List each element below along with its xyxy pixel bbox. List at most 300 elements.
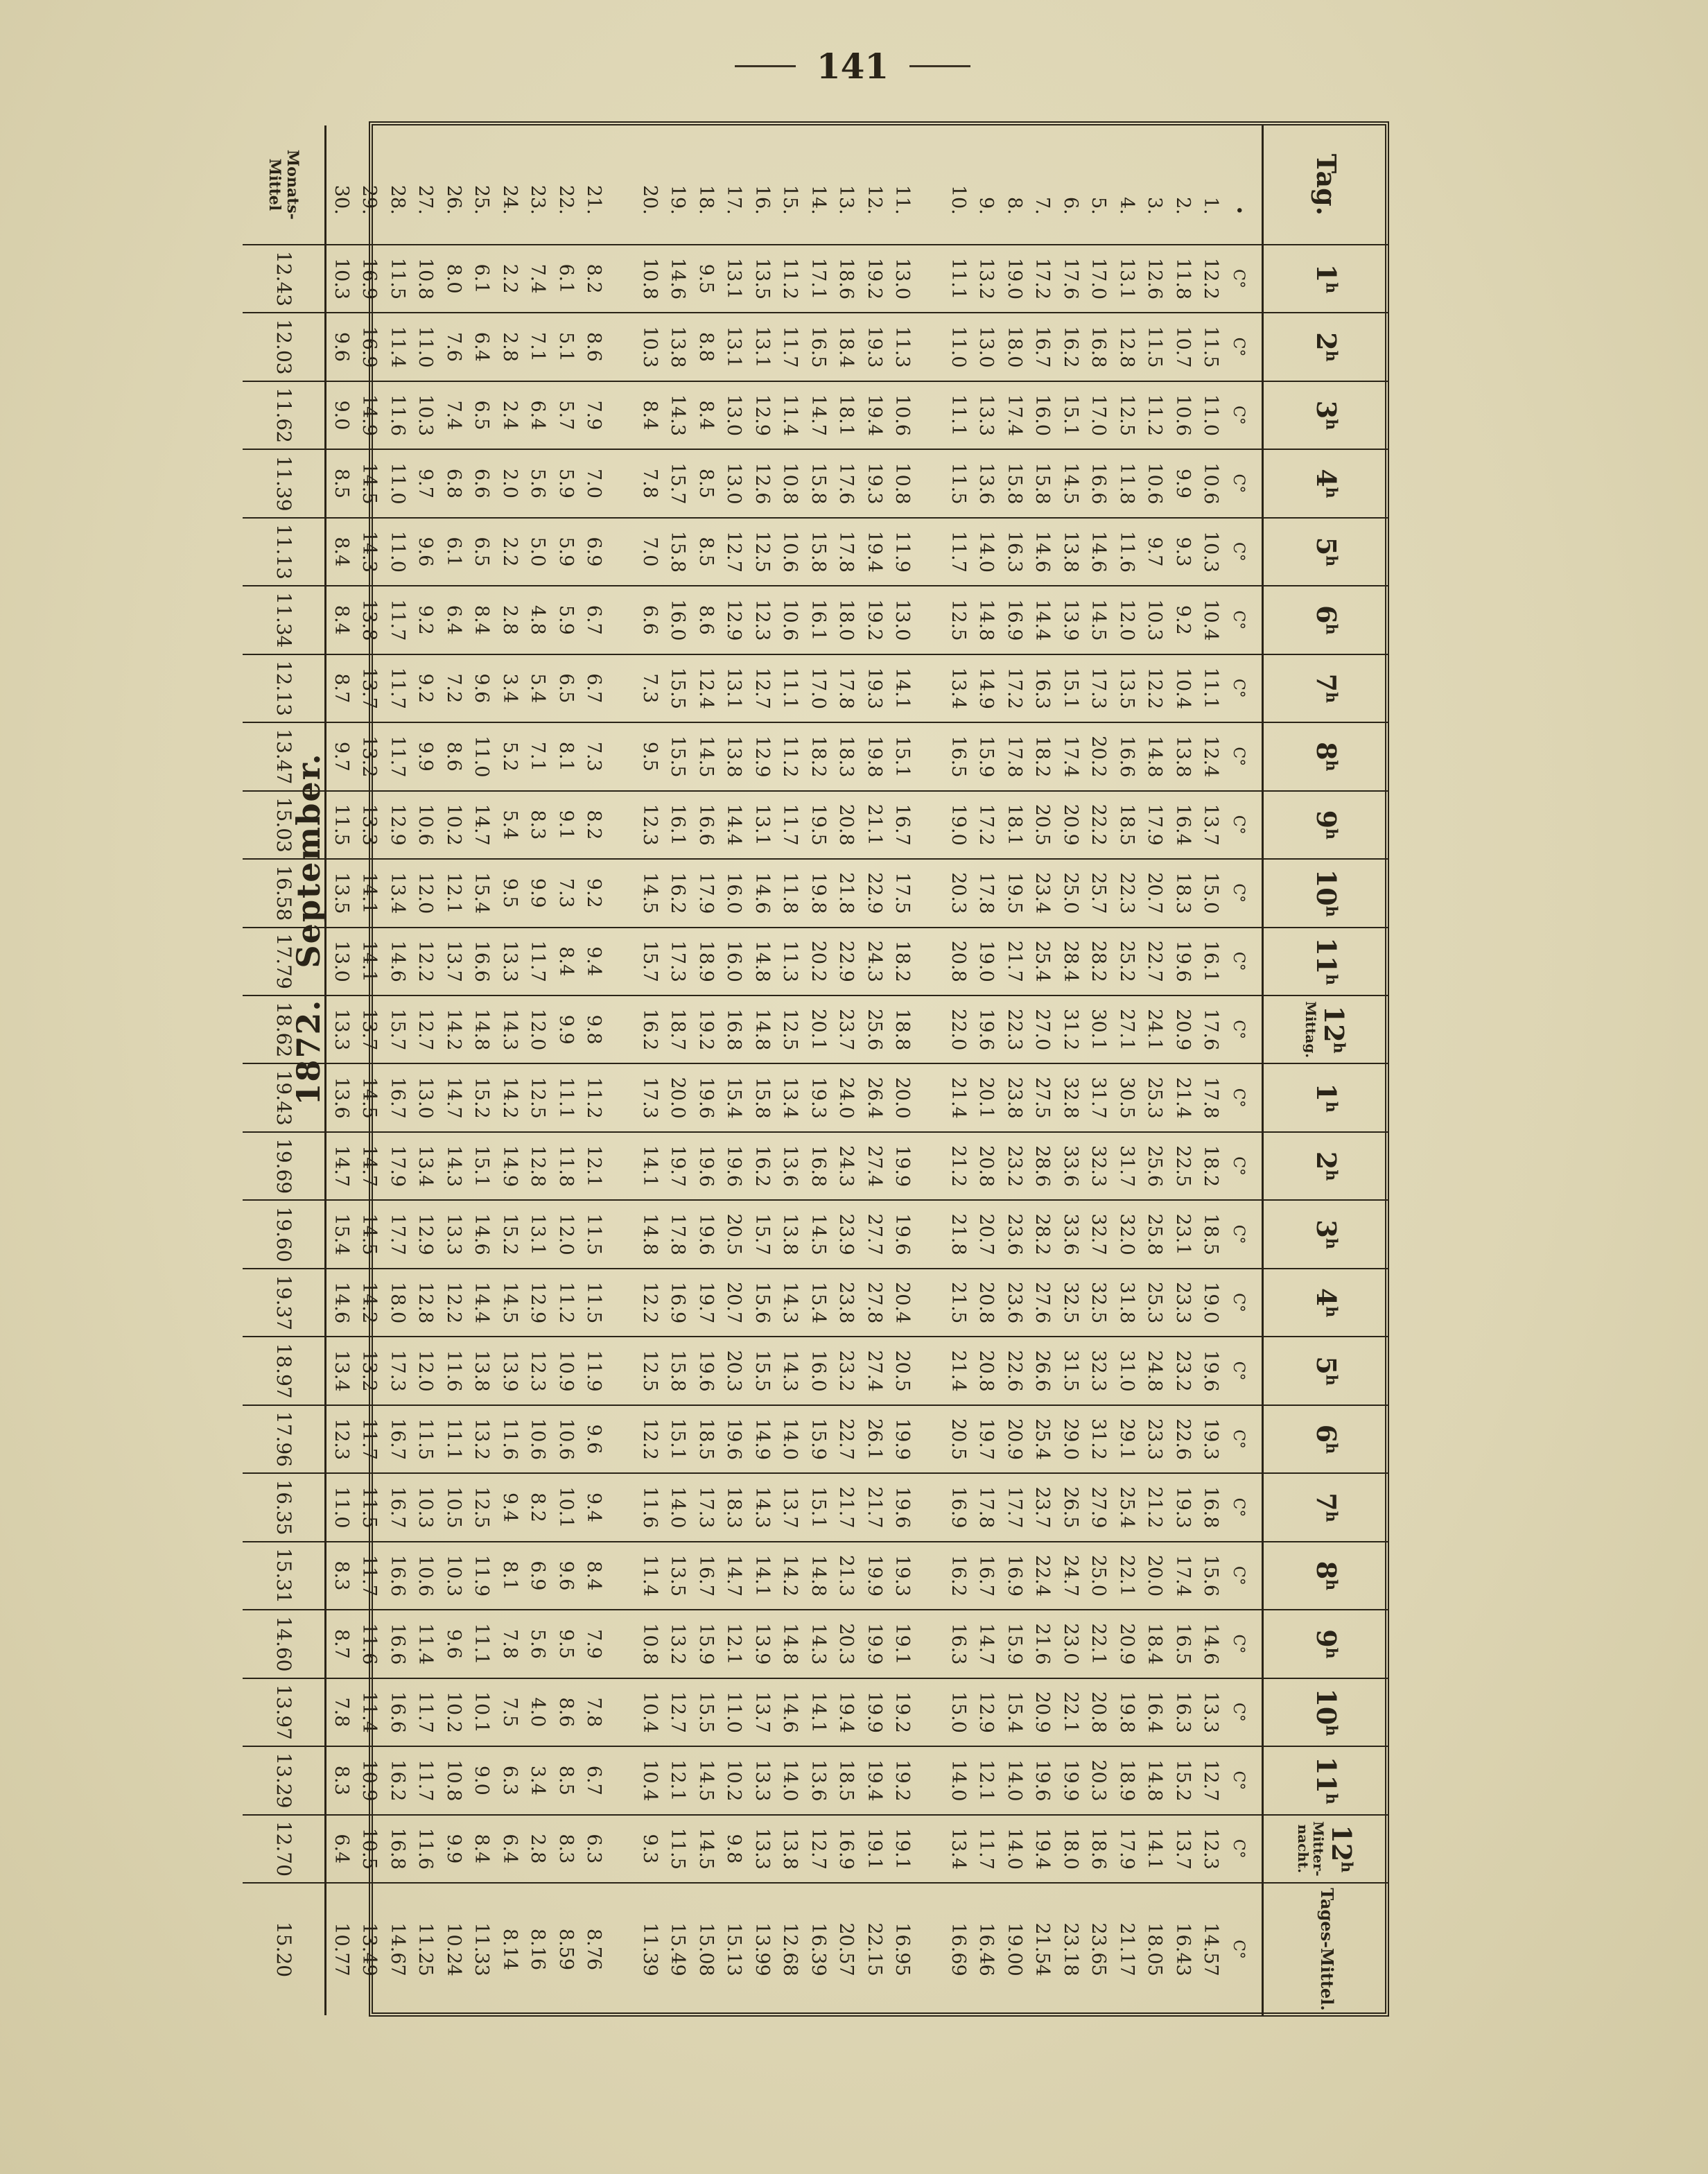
temperature-value: 14.5: [1088, 599, 1110, 641]
temperature-value: 15.7: [387, 1009, 408, 1051]
hour-column-values: [326, 449, 1263, 517]
monthly-mean-value: 18.62: [243, 995, 326, 1063]
temperature-value: 13.3: [751, 1827, 773, 1870]
temperature-value: 11.8: [1116, 462, 1138, 505]
temperature-value: 18.6: [835, 257, 857, 300]
temperature-value: 13.2: [667, 1623, 689, 1665]
temperature-value: 19.6: [695, 1350, 717, 1392]
hour-suffix: h: [1322, 1101, 1341, 1113]
temperature-value: 11.0: [948, 326, 969, 368]
temperature-value: 11.6: [358, 1623, 381, 1665]
temperature-value: 12.5: [751, 530, 773, 573]
day-label: 30.: [331, 184, 352, 215]
temperature-value: 22.6: [1004, 1350, 1025, 1392]
temperature-value: 10.3: [1144, 599, 1166, 641]
temperature-value: 9.6: [415, 537, 437, 567]
hour-column-values: [326, 1610, 1263, 1678]
temperature-value: 7.8: [499, 1628, 521, 1659]
temperature-value: 8.4: [555, 946, 577, 977]
temperature-value: 15.08: [695, 1922, 717, 1976]
temperature-value: 18.1: [1004, 803, 1025, 846]
temperature-value: 13.1: [723, 667, 745, 709]
temperature-value: 11.0: [387, 462, 408, 505]
temperature-value: 10.5: [358, 1827, 381, 1870]
temperature-value: 12.9: [527, 1282, 549, 1324]
temperature-value: 10.24: [443, 1922, 464, 1976]
temperature-value: 15.4: [1004, 1691, 1025, 1733]
header-row: [1263, 125, 1389, 2015]
monthly-mean-value: 13.29: [243, 1746, 326, 1814]
temperature-value: 8.5: [695, 468, 717, 498]
temperature-value: 16.3: [1004, 530, 1025, 573]
column-header-hour: [1263, 381, 1389, 449]
temperature-value: 12.1: [583, 1145, 605, 1188]
temperature-value: 15.9: [695, 1623, 717, 1665]
temperature-value: 11.3: [779, 940, 801, 982]
temperature-value: 14.6: [1088, 530, 1110, 573]
temperature-value: 16.3: [1172, 1691, 1194, 1733]
temperature-value: 15.1: [1060, 667, 1081, 709]
temperature-value: 15.1: [1060, 394, 1081, 437]
temperature-value: 23.7: [835, 1009, 857, 1051]
temperature-value: 25.3: [1144, 1077, 1166, 1119]
temperature-value: 14.5: [808, 1213, 829, 1255]
temperature-value: 12.9: [415, 1213, 437, 1255]
temperature-value: 6.5: [471, 400, 493, 431]
temperature-value: 11.39: [639, 1922, 661, 1976]
temperature-value: 11.4: [415, 1623, 437, 1665]
hour-suffix: h: [1337, 1861, 1356, 1873]
temperature-value: 13.0: [891, 599, 914, 641]
temperature-value: 31.5: [1060, 1350, 1081, 1392]
temperature-value: 11.1: [1200, 667, 1222, 709]
temperature-value: 11.0: [1200, 394, 1222, 437]
temperature-value: 20.8: [975, 1145, 997, 1188]
day-label: 23.: [527, 184, 549, 215]
temperature-value: 15.5: [751, 1350, 773, 1392]
temperature-value: 32.5: [1088, 1282, 1110, 1324]
temperature-value: 9.9: [443, 1834, 464, 1864]
temperature-value: 16.5: [1172, 1623, 1194, 1665]
temperature-value: 13.2: [471, 1418, 493, 1461]
column-header-hour: [1263, 1815, 1389, 1883]
day-label: 20.: [639, 184, 661, 215]
value-list: [327, 313, 1253, 380]
temperature-value: 19.5: [808, 803, 829, 846]
day-column: [326, 125, 1263, 245]
column-header-hour: [1263, 313, 1389, 381]
temperature-value: 12.5: [1116, 394, 1138, 437]
column-header-tag: Tag.: [1263, 125, 1389, 245]
temperature-value: 10.8: [891, 462, 914, 505]
temperature-value: 13.8: [1172, 736, 1194, 778]
temperature-value: 24.1: [1144, 1009, 1166, 1051]
temperature-value: 17.0: [1088, 394, 1110, 437]
temperature-value: 15.5: [667, 736, 689, 778]
temperature-value: 11.7: [415, 1691, 437, 1733]
temperature-value: 20.8: [975, 1282, 997, 1324]
temperature-value: 14.4: [723, 803, 745, 846]
temperature-value: 8.14: [499, 1928, 521, 1971]
temperature-value: 11.7: [415, 1759, 437, 1802]
day-label: 11.: [891, 184, 914, 215]
temperature-value: 15.5: [667, 667, 689, 709]
temperature-value: 29.0: [1060, 1418, 1081, 1461]
temperature-value: 15.9: [808, 1418, 829, 1461]
temperature-value: 14.5: [358, 1213, 381, 1255]
temperature-value: 11.7: [387, 736, 408, 778]
temperature-value: 17.5: [891, 872, 914, 914]
temperature-value: 12.2: [639, 1282, 661, 1324]
temperature-value: 27.4: [864, 1350, 885, 1392]
temperature-value: 26.1: [864, 1418, 885, 1461]
temperature-value: 13.8: [1060, 530, 1081, 573]
temperature-value: 21.54: [1031, 1922, 1054, 1976]
temperature-value: 10.9: [555, 1350, 577, 1392]
temperature-value: 14.8: [808, 1554, 829, 1597]
temperature-value: 13.7: [443, 940, 464, 982]
hour-suffix: h: [1322, 1443, 1341, 1454]
temperature-value: 5.6: [527, 1628, 549, 1659]
temperature-value: 16.8: [808, 1145, 829, 1188]
temperature-value: 6.7: [583, 1765, 605, 1795]
temperature-value: 7.5: [499, 1697, 521, 1728]
temperature-value: 19.0: [948, 803, 969, 846]
temperature-value: 20.5: [948, 1418, 969, 1461]
temperature-value: 14.7: [443, 1077, 464, 1119]
temperature-value: 23.18: [1060, 1922, 1081, 1976]
hour-number: 2: [1311, 332, 1343, 351]
temperature-value: 8.16: [527, 1928, 549, 1971]
temperature-value: 10.1: [555, 1486, 577, 1529]
temperature-value: 11.2: [583, 1077, 605, 1119]
temperature-value: 18.2: [1200, 1145, 1222, 1188]
temperature-value: 11.0: [723, 1691, 745, 1733]
temperature-value: 15.2: [499, 1213, 521, 1255]
temperature-value: 10.3: [443, 1554, 464, 1597]
temperature-value: 11.0: [471, 736, 493, 778]
temperature-value: 15.0: [948, 1691, 969, 1733]
temperature-value: 14.57: [1200, 1922, 1222, 1976]
temperature-value: 12.7: [1200, 1759, 1222, 1802]
temperature-value: 19.6: [1031, 1759, 1054, 1802]
temperature-value: 16.0: [1031, 394, 1054, 437]
hour-number: 4: [1311, 469, 1343, 487]
temperature-value: 14.3: [499, 1009, 521, 1051]
temperature-value: 10.9: [358, 1759, 381, 1802]
temperature-value: 23.65: [1088, 1922, 1110, 1976]
temperature-value: 16.6: [387, 1691, 408, 1733]
temperature-value: 11.6: [639, 1486, 661, 1529]
temperature-value: 22.0: [948, 1009, 969, 1051]
temperature-value: 14.3: [779, 1350, 801, 1392]
monthly-mean-value: 14.60: [243, 1610, 326, 1678]
temperature-value: 12.2: [1200, 257, 1222, 300]
temperature-value: 15.1: [667, 1418, 689, 1461]
temperature-value: 32.0: [1116, 1213, 1138, 1255]
temperature-value: 19.2: [891, 1759, 914, 1802]
temperature-value: 12.0: [415, 872, 437, 914]
temperature-value: 19.00: [1004, 1922, 1025, 1976]
day-label: 3.: [1144, 197, 1166, 215]
temperature-value: 14.1: [1144, 1827, 1166, 1870]
day-label: 25.: [471, 184, 493, 215]
temperature-value: 23.6: [1004, 1213, 1025, 1255]
temperature-value: 14.3: [779, 1282, 801, 1324]
temperature-value: 12.5: [471, 1486, 493, 1529]
temperature-value: 23.4: [1031, 872, 1054, 914]
column-header-hour: [1263, 1746, 1389, 1814]
temperature-value: 13.3: [358, 803, 381, 846]
temperature-value: 9.6: [555, 1560, 577, 1591]
temperature-value: 9.5: [555, 1628, 577, 1659]
temperature-value: 11.4: [639, 1554, 661, 1597]
temperature-value: 8.7: [331, 673, 352, 704]
monthly-mean-value: 19.69: [243, 1132, 326, 1200]
temperature-value: 25.6: [1144, 1145, 1166, 1188]
temperature-value: 14.7: [975, 1623, 997, 1665]
temperature-value: 14.6: [751, 872, 773, 914]
temperature-value: 19.9: [1060, 1759, 1081, 1802]
temperature-value: 15.7: [751, 1213, 773, 1255]
temperature-value: 19.3: [808, 1077, 829, 1119]
temperature-value: 15.5: [695, 1691, 717, 1733]
temperature-value: 3.4: [499, 673, 521, 704]
temperature-value: 8.59: [555, 1928, 577, 1971]
temperature-value: 23.0: [1060, 1623, 1081, 1665]
temperature-value: 14.2: [499, 1077, 521, 1119]
temperature-value: 21.4: [948, 1350, 969, 1392]
temperature-value: 9.5: [499, 878, 521, 908]
temperature-value: 25.3: [1144, 1282, 1166, 1324]
header-rule-left: [735, 65, 796, 67]
temperature-value: 16.0: [667, 599, 689, 641]
temperature-value: 9.7: [415, 468, 437, 498]
column-header-hour: [1263, 1063, 1389, 1131]
temperature-value: 19.4: [1031, 1827, 1054, 1870]
temperature-value: 8.6: [555, 1697, 577, 1728]
temperature-value: 16.1: [808, 599, 829, 641]
temperature-value: 7.3: [555, 878, 577, 908]
temperature-value: 16.2: [751, 1145, 773, 1188]
unit-label: C°: [1230, 1361, 1248, 1381]
temperature-value: 12.0: [1116, 599, 1138, 641]
temperature-value: 20.0: [891, 1077, 914, 1119]
temperature-value: 14.2: [443, 1009, 464, 1051]
temperature-value: 17.9: [387, 1145, 408, 1188]
temperature-value: 16.9: [1004, 1554, 1025, 1597]
temperature-value: 16.46: [975, 1922, 997, 1976]
temperature-value: 14.9: [358, 394, 381, 437]
temperature-value: 25.0: [1060, 872, 1081, 914]
temperature-value: 14.1: [808, 1691, 829, 1733]
temperature-value: 31.7: [1088, 1077, 1110, 1119]
day-label: 22.: [555, 184, 577, 215]
hour-suffix: h: [1322, 1647, 1341, 1659]
temperature-value: 18.5: [835, 1759, 857, 1802]
day-label: 2.: [1172, 197, 1194, 215]
hour-suffix: h: [1322, 1793, 1341, 1805]
temperature-value: 11.25: [415, 1922, 437, 1976]
temperature-value: 10.3: [1200, 530, 1222, 573]
temperature-value: 19.2: [695, 1009, 717, 1051]
temperature-value: 20.3: [835, 1623, 857, 1665]
temperature-value: 14.9: [751, 1418, 773, 1461]
temperature-value: 14.2: [779, 1554, 801, 1597]
unit-label: C°: [1230, 1020, 1248, 1040]
temperature-value: 13.1: [723, 326, 745, 368]
temperature-value: 9.0: [331, 400, 352, 431]
hour-column-values: [326, 722, 1263, 790]
temperature-value: 9.9: [1172, 468, 1194, 498]
monthly-mean-value: 19.60: [243, 1200, 326, 1268]
temperature-value: 16.6: [695, 803, 717, 846]
temperature-value: 9.8: [723, 1834, 745, 1864]
value-list: [327, 1816, 1253, 1882]
temperature-value: 19.8: [808, 872, 829, 914]
temperature-value: 15.8: [1031, 462, 1054, 505]
temperature-value: 12.9: [387, 803, 408, 846]
temperature-value: 19.6: [891, 1213, 914, 1255]
temperature-value: 23.8: [1004, 1077, 1025, 1119]
temperature-value: 14.1: [358, 940, 381, 982]
row-marker: •: [1230, 205, 1248, 215]
temperature-value: 10.3: [639, 326, 661, 368]
temperature-value: 22.4: [1031, 1554, 1054, 1597]
hour-number: 11: [1311, 1756, 1343, 1793]
temperature-value: 19.2: [891, 1691, 914, 1733]
temperature-value: 27.8: [864, 1282, 885, 1324]
temperature-value: 17.2: [1031, 257, 1054, 300]
temperature-value: 14.0: [1004, 1759, 1025, 1802]
temperature-value: 13.8: [358, 599, 381, 641]
hour-suffix: h: [1322, 828, 1341, 840]
temperature-value: 15.13: [723, 1922, 745, 1976]
temperature-value: 24.3: [864, 940, 885, 982]
temperature-value: 17.7: [1004, 1486, 1025, 1529]
temperature-value: 11.4: [779, 394, 801, 437]
monthly-mean-value: 12.70: [243, 1815, 326, 1883]
temperature-value: 20.1: [808, 1009, 829, 1051]
temperature-value: 17.4: [1060, 736, 1081, 778]
hour-suffix: h: [1322, 905, 1341, 917]
temperature-value: 12.3: [331, 1418, 352, 1461]
temperature-value: 14.5: [358, 1077, 381, 1119]
temperature-value: 7.8: [583, 1697, 605, 1728]
hour-column-values: [326, 1132, 1263, 1200]
temperature-value: 20.3: [948, 872, 969, 914]
temperature-value: 2.2: [499, 263, 521, 294]
temperature-value: 14.6: [331, 1282, 352, 1324]
temperature-value: 18.6: [1088, 1827, 1110, 1870]
day-label: 4.: [1116, 197, 1138, 215]
unit-label: C°: [1230, 473, 1248, 494]
temperature-value: 6.3: [583, 1834, 605, 1864]
temperature-value: 19.8: [1116, 1691, 1138, 1733]
temperature-value: 9.6: [331, 332, 352, 362]
temperature-value: 10.6: [555, 1418, 577, 1461]
temperature-value: 18.7: [667, 1009, 689, 1051]
hour-qualifier: Mittag.: [1302, 1001, 1320, 1059]
temperature-value: 18.3: [835, 736, 857, 778]
temperature-value: 22.1: [1088, 1623, 1110, 1665]
hour-column-values: [326, 859, 1263, 927]
monthly-mean-value: 16.35: [243, 1473, 326, 1541]
temperature-value: 8.2: [583, 263, 605, 294]
temperature-value: 32.5: [1060, 1282, 1081, 1324]
hour-suffix: h: [1322, 419, 1341, 431]
temperature-value: 8.8: [695, 332, 717, 362]
hour-number: 10: [1311, 1688, 1343, 1725]
title-year: 1872.: [290, 998, 327, 1106]
temperature-value: 18.3: [723, 1486, 745, 1529]
temperature-value: 17.7: [387, 1213, 408, 1255]
temperature-value: 13.3: [751, 1759, 773, 1802]
temperature-value: 7.4: [443, 400, 464, 431]
temperature-value: 14.5: [1060, 462, 1081, 505]
temperature-value: 11.5: [387, 257, 408, 300]
temperature-value: 26.5: [1060, 1486, 1081, 1529]
temperature-value: 20.8: [948, 940, 969, 982]
temperature-value: 15.4: [331, 1213, 352, 1255]
hour-column-values: [326, 995, 1263, 1063]
temperature-value: 15.2: [1172, 1759, 1194, 1802]
temperature-value: 7.9: [583, 1628, 605, 1659]
temperature-value: 9.9: [555, 1014, 577, 1045]
temperature-value: 16.9: [667, 1282, 689, 1324]
temperature-value: 25.0: [1088, 1554, 1110, 1597]
temperature-value: 22.1: [1060, 1691, 1081, 1733]
temperature-value: 8.3: [555, 1834, 577, 1864]
temperature-value: 17.8: [975, 872, 997, 914]
temperature-value: 19.0: [975, 940, 997, 982]
temperature-value: 15.9: [1004, 1623, 1025, 1665]
temperature-value: 11.1: [779, 667, 801, 709]
hour-column-values: [326, 791, 1263, 859]
daily-mean-label: Tages-Mittel.: [1316, 1888, 1337, 2011]
temperature-value: 11.2: [779, 736, 801, 778]
temperature-value: 6.1: [471, 263, 493, 294]
temperature-value: 11.1: [555, 1077, 577, 1119]
temperature-value: 27.7: [864, 1213, 885, 1255]
hour-suffix: h: [1322, 1725, 1341, 1737]
monthly-mean-value: 11.62: [243, 381, 326, 449]
temperature-value: 31.2: [1060, 1009, 1081, 1051]
temperature-value: 17.4: [1004, 394, 1025, 437]
day-label: 16.: [751, 184, 773, 215]
temperature-value: 11.5: [358, 1486, 381, 1529]
temperature-value: 6.6: [639, 605, 661, 635]
temperature-value: 31.7: [1116, 1145, 1138, 1188]
temperature-value: 19.6: [891, 1486, 914, 1529]
temperature-value: 22.3: [1116, 872, 1138, 914]
temperature-value: 14.0: [975, 530, 997, 573]
temperature-value: 5.1: [555, 332, 577, 362]
temperature-value: 27.0: [1031, 1009, 1054, 1051]
temperature-value: 13.0: [975, 326, 997, 368]
unit-label: C°: [1230, 1702, 1248, 1722]
temperature-value: 28.4: [1060, 940, 1081, 982]
temperature-value: 5.0: [527, 537, 549, 567]
temperature-value: 19.4: [835, 1691, 857, 1733]
value-list: [327, 1884, 1253, 2015]
temperature-value: 22.7: [835, 1418, 857, 1461]
title-month: September.: [290, 752, 327, 968]
temperature-value: 12.6: [1144, 257, 1166, 300]
temperature-value: 16.3: [1031, 667, 1054, 709]
temperature-value: 13.9: [499, 1350, 521, 1392]
hour-suffix: h: [1322, 1374, 1341, 1386]
